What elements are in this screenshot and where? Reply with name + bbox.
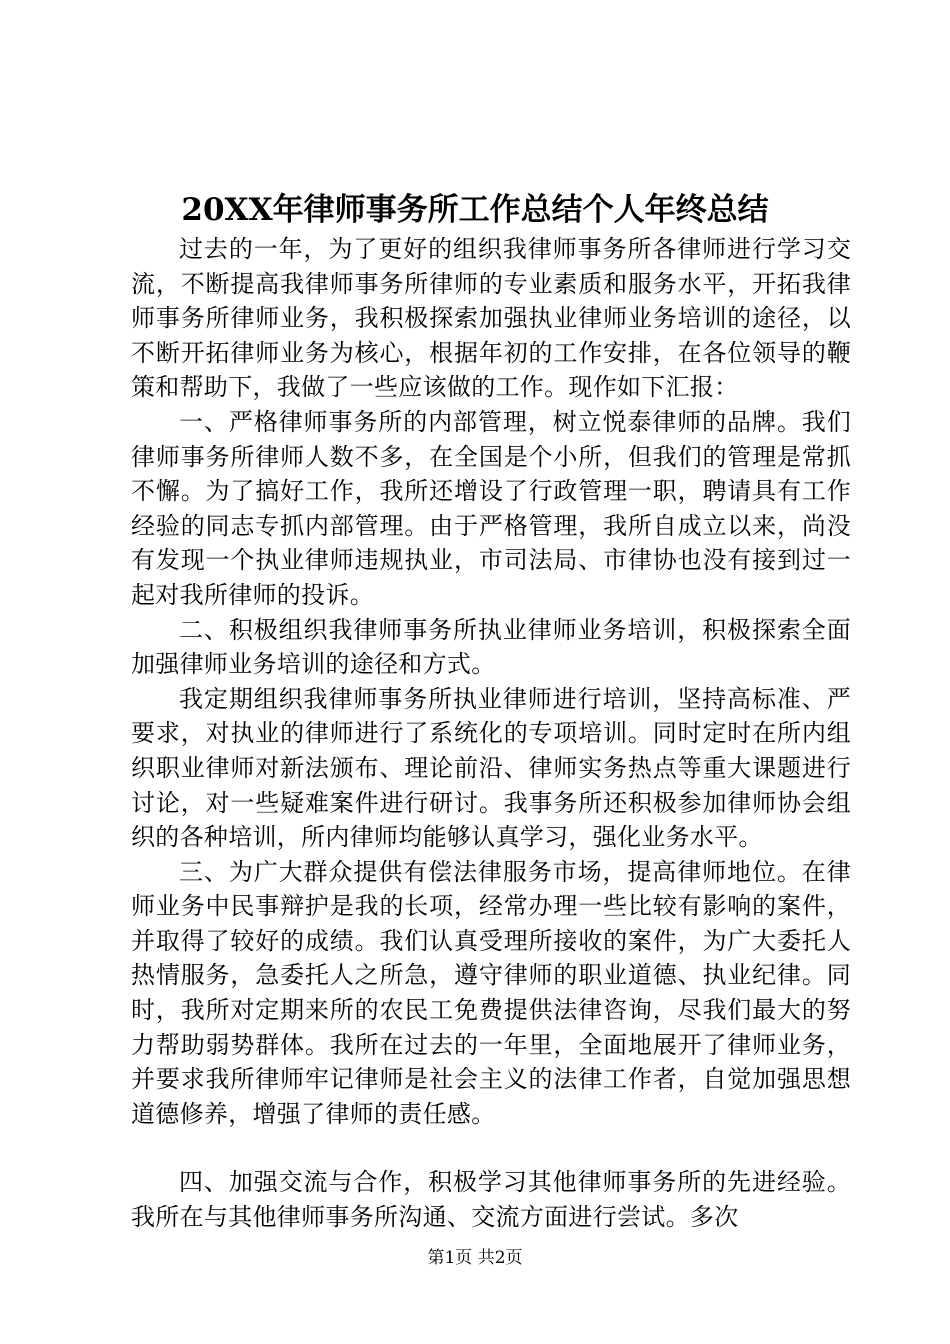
paragraph-intro: 过去的一年，为了更好的组织我律师事务所各律师进行学习交流，不断提高我律师事务所律师的专业素质和服务水平，开拓我律师事务所律师业务，我积极探索加强执业律师业务培训的途径，以不断开拓律师业务为核心，根据年初的工作安排，在各位领导的鞭策和帮助下，我做了一些应该做的工作。现作如下汇报： [131,235,851,402]
paragraph-section-3: 三、为广大群众提供有偿法律服务市场，提高律师地位。在律师业务中民事辩护是我的长项，经常办理一些比较有影响的案件，并取得了较好的成绩。我们认真受理所接收的案件，为广大委托人热情服务，急委托人之所急，遵守律师的职业道德、执业纪律。同时，我所对定期来所的农民工免费提供法律咨询，尽我们最大的努力帮助弱势群体。我所在过去的一年里，全面地展开了律师业务，并要求我所律师牢记律师是社会主义的法律工作者，自觉加强思想道德修养，增强了律师的责任感。 [131,857,851,1128]
page-footer: 第1页 共2页 [427,1248,523,1268]
paragraph-section-1: 一、严格律师事务所的内部管理，树立悦泰律师的品牌。我们律师事务所律师人数不多，在全国是个小所，但我们的管理是常抓不懈。为了搞好工作，我所还增设了行政管理一职，聘请具有工作经验的同志专抓内部管理。由于严格管理，我所自成立以来，尚没有发现一个执业律师违规执业，市司法局、市律协也没有接到过一起对我所律师的投诉。 [131,407,851,609]
paragraph-section-2-detail: 我定期组织我律师事务所执业律师进行培训，坚持高标准、严要求，对执业的律师进行了系统化的专项培训。同时定时在所内组织职业律师对新法颁布、理论前沿、律师实务热点等重大课题进行讨论，对一些疑难案件进行研讨。我事务所还积极参加律师协会组织的各种培训，所内律师均能够认真学习，强化业务水平。 [131,684,851,852]
document-body [131,232,851,1235]
paragraph-section-4: 四、加强交流与合作，积极学习其他律师事务所的先进经验。我所在与其他律师事务所沟通、交流方面进行尝试。多次 [131,1168,851,1232]
document-title: 20XX年律师事务所工作总结个人年终总结 [181,192,769,228]
paragraph-section-2: 二、积极组织我律师事务所执业律师业务培训，积极探索全面加强律师业务培训的途径和方式。 [131,615,851,679]
